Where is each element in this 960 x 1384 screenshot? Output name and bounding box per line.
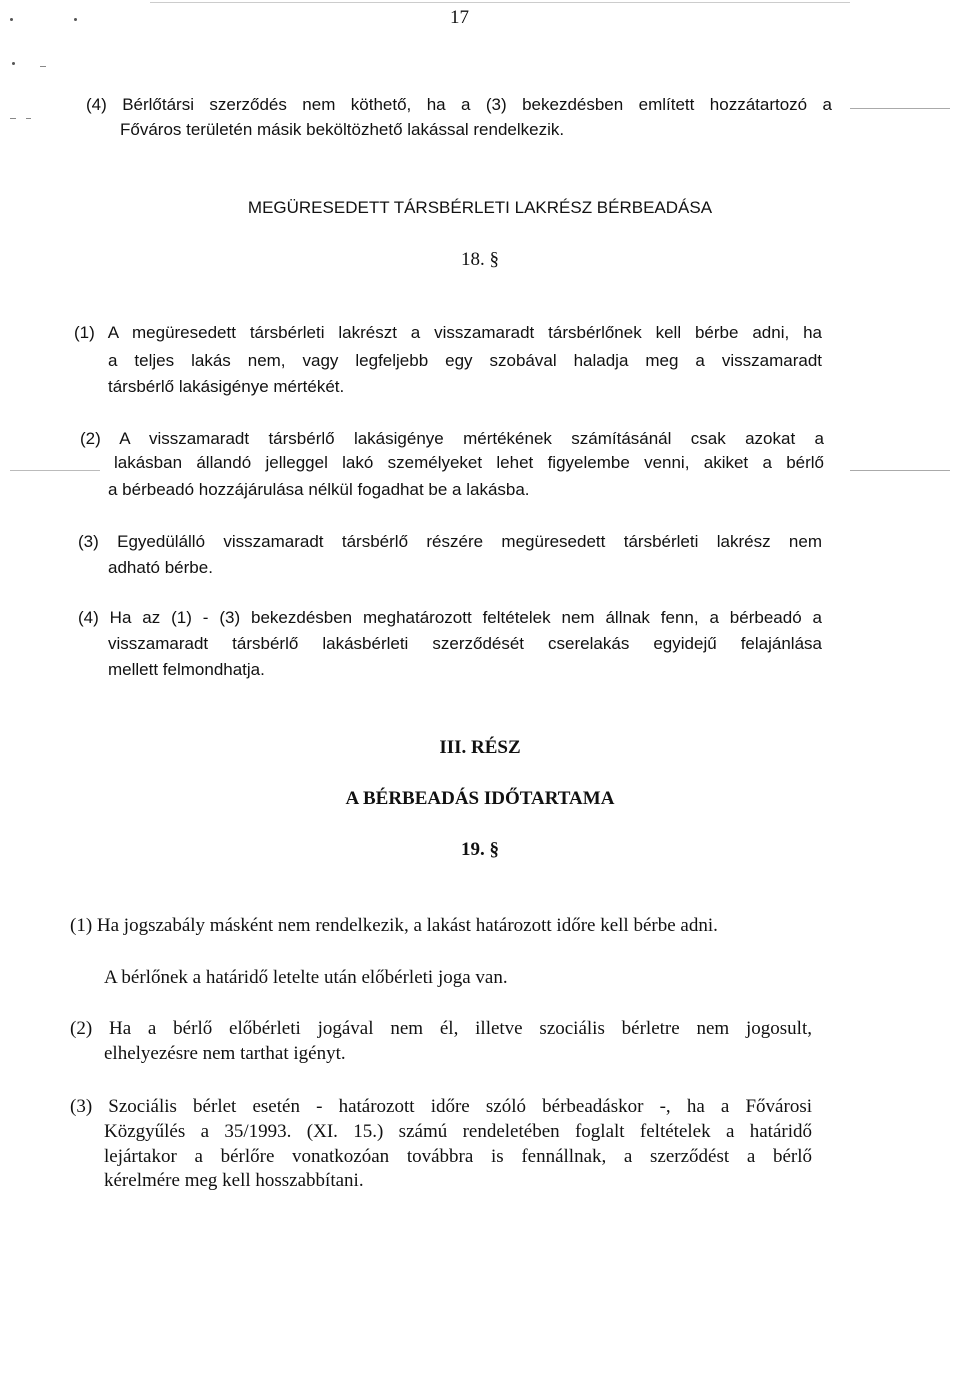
section-19-para-3-line-3: lejártakor a bérlőre vonatkozóan továbbra is fennállnak, a szerződést a bérlő: [104, 1146, 812, 1167]
scan-mark: [10, 470, 100, 471]
heading-vacant-lakresz: MEGÜRESEDETT TÁRSBÉRLETI LAKRÉSZ BÉRBEADÁSA: [247, 198, 713, 217]
section-18-para-4-line-3: mellett felmondhatja.: [108, 660, 265, 679]
scan-mark: [40, 66, 46, 67]
section-19-para-3-line-2: Közgyűlés a 35/1993. (XI. 15.) számú rendeletében foglalt feltételek a határidő: [104, 1121, 812, 1142]
section-18-para-2-line-3: a bérbeadó hozzájárulása nélkül fogadhat be a lakásba.: [108, 480, 530, 499]
scan-mark: [26, 118, 31, 119]
part-heading: III. RÉSZ: [439, 737, 521, 758]
section-17-para-4-line-2: Főváros területén másik beköltözhető lakással rendelkezik.: [120, 120, 565, 139]
section-18-para-1-line-2: a teljes lakás nem, vagy legfeljebb egy szobával haladja meg a visszamaradt: [108, 351, 822, 370]
section-19-para-3-line-1: (3) Szociális bérlet esetén - határozott időre szóló bérbeadáskor -, ha a Fővárosi: [70, 1096, 812, 1117]
section-18-number: 18. §: [461, 249, 499, 270]
section-19-para-3-line-4: kérelmére meg kell hosszabbítani.: [104, 1170, 364, 1191]
scan-mark: [850, 470, 950, 471]
section-19-number: 19. §: [461, 839, 499, 860]
scan-mark: [10, 118, 16, 119]
section-18-para-3-line-1: (3) Egyedülálló visszamaradt társbérlő részére megüresedett társbérleti lakrész nem: [78, 532, 822, 551]
section-18-para-2-line-2: lakásban állandó jelleggel lakó személyeket lehet figyelembe venni, akiket a bérlő: [114, 453, 824, 472]
section-18-para-2-line-1: (2) A visszamaradt társbérlő lakásigénye mértékének számításánál csak azokat a: [80, 429, 824, 448]
scan-speck: [10, 18, 13, 21]
section-18-para-1-line-1: (1) A megüresedett társbérleti lakrészt a visszamaradt társbérlőnek kell bérbe adni, ha: [74, 323, 822, 342]
section-19-para-1-line-1: (1) Ha jogszabály másként nem rendelkezik, a lakást határozott időre kell bérbe adni.: [70, 915, 718, 936]
section-18-para-3-line-2: adható bérbe.: [108, 558, 213, 577]
section-18-para-4-line-2: visszamaradt társbérlő lakásbérleti szerződését cserelakás egyidejű felajánlása: [108, 634, 822, 653]
scan-speck: [12, 62, 15, 65]
scan-speck: [74, 18, 77, 21]
section-18-para-1-line-3: társbérlő lakásigénye mértékét.: [108, 377, 345, 396]
section-18-para-4-line-1: (4) Ha az (1) - (3) bekezdésben meghatározott feltételek nem állnak fenn, a bérbeadó a: [78, 608, 822, 627]
page-number: 17: [450, 7, 469, 28]
section-19-para-2-line-1: (2) Ha a bérlő előbérleti jogával nem él, illetve szociális bérletre nem jogosult,: [70, 1018, 812, 1039]
scan-mark: [850, 108, 950, 109]
part-title: A BÉRBEADÁS IDŐTARTAMA: [345, 788, 615, 809]
section-19-para-2-line-2: elhelyezésre nem tarthat igényt.: [104, 1043, 346, 1064]
section-17-para-4-line-1: (4) Bérlőtársi szerződés nem köthető, ha a (3) bekezdésben említett hozzátartozó a: [86, 95, 832, 114]
top-edge-line: [150, 2, 850, 3]
section-19-para-1-line-2: A bérlőnek a határidő letelte után előbérleti joga van.: [104, 967, 508, 988]
